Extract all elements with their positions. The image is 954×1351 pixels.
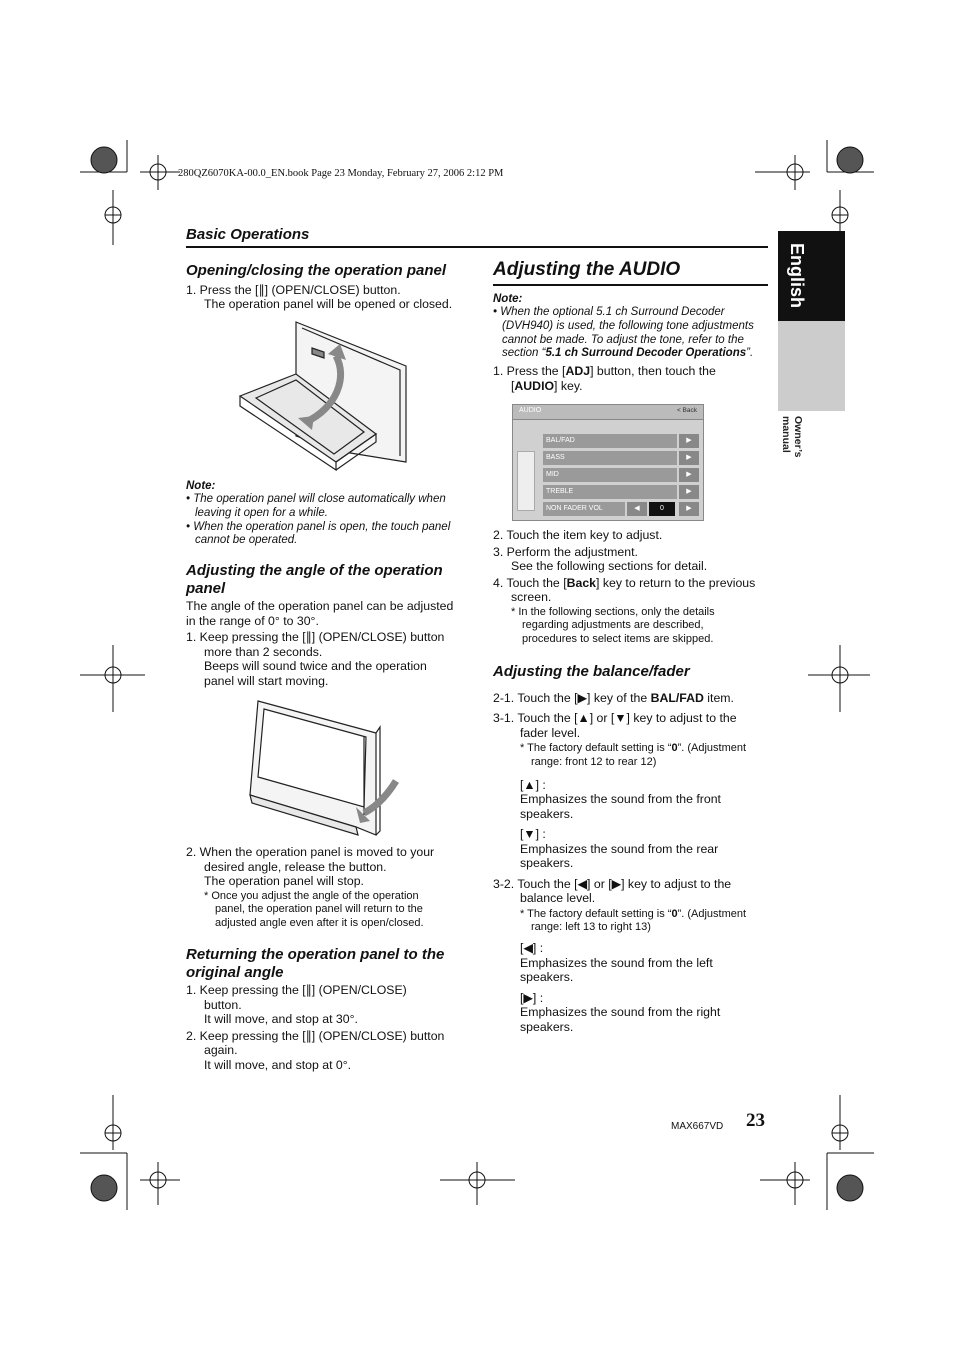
key-description: Emphasizes the sound from the rear <box>520 841 719 856</box>
asterisk-note: adjusted angle even after it is open/closed. <box>215 917 424 930</box>
left-triangle-icon: ◀ <box>577 876 588 891</box>
screen-item-bal-fad: BAL/FAD <box>543 434 677 448</box>
step-detail: button. <box>204 997 242 1012</box>
step-detail: more than 2 seconds. <box>204 644 323 659</box>
heading-return: Returning the operation panel to the <box>186 946 445 963</box>
key-label: Back <box>566 575 597 590</box>
step-text: item. <box>703 690 734 705</box>
screen-back: < Back <box>676 407 697 414</box>
panel-angle-illustration <box>246 697 402 839</box>
step-detail: The operation panel will stop. <box>204 874 364 888</box>
step-text: ] key to adjust to the <box>626 711 737 725</box>
step-detail: It will move, and stop at 0°. <box>204 1057 352 1072</box>
heading-angle: panel <box>186 579 226 597</box>
down-triangle-icon: ▼ <box>523 827 536 842</box>
open-close-icon: ∥ <box>305 983 312 997</box>
screen-value: 0 <box>649 502 675 516</box>
right-arrow-icon: ▶ <box>679 434 699 448</box>
left-note: Note: • The operation panel will close automatically when leaving it open for a while. • When the operation panel is open, the touch panel cannot be operated. <box>186 480 466 548</box>
right-triangle-icon: ▶ <box>611 876 622 891</box>
left-triangle-icon: ◀ <box>523 941 533 956</box>
audio-steps: 2. Touch the item key to adjust. 3. Perform the adjustment. See the following sections for detail. 4. Touch the [Back] key to return to the previous screen. * In the following sections, only the details regarding adjustments are described, procedures to select items are skipped. <box>493 528 773 647</box>
default-note: range: front 12 to rear 12) <box>531 755 657 768</box>
right-arrow-icon: ▶ <box>679 451 699 465</box>
default-note: ”. (Adjustment <box>677 742 747 754</box>
step-text: 2-1. Touch the [ <box>493 690 578 705</box>
heading-balance: Adjusting the balance/fader <box>493 663 690 680</box>
note-line: cannot be made. To adjust the tone, refer to the <box>502 333 744 346</box>
screen-title: AUDIO <box>519 407 542 414</box>
step-text: [ <box>511 378 515 393</box>
down-triangle-icon: ▼ <box>614 711 627 725</box>
step-text: 2. Touch the item key to adjust. <box>493 528 663 542</box>
key-label: ADJ <box>565 364 591 378</box>
heading-angle: Adjusting the angle of the operation <box>186 562 443 579</box>
paragraph: in the range of 0° to 30°. <box>186 613 319 628</box>
default-value: 0 <box>671 742 678 754</box>
page-number: 23 <box>746 1110 765 1131</box>
default-note: The factory default setting is “ <box>527 742 672 754</box>
header-rule <box>186 246 768 248</box>
step-text: 3. Perform the adjustment. <box>493 544 638 559</box>
audio-screen <box>512 404 704 521</box>
step-detail: See the following sections for detail. <box>511 559 708 573</box>
default-note: range: left 13 to right 13) <box>531 921 651 934</box>
step-text: 3-1. Touch the [ <box>493 711 578 725</box>
audio-step1 <box>493 364 773 393</box>
paragraph: The angle of the operation panel can be adjusted <box>186 599 454 613</box>
up-triangle-icon: ▲ <box>523 777 536 792</box>
note-line: 5.1 ch Surround Decoder Operations <box>545 347 747 360</box>
screen-title-bar <box>513 405 703 420</box>
right-triangle-icon: ▶ <box>577 690 588 705</box>
step-text: ] or [ <box>587 876 612 891</box>
step-text: 4. Touch the [ <box>493 575 567 590</box>
key-description: Emphasizes the sound from the front <box>520 792 721 807</box>
asterisk-note: panel, the operation panel will return to the <box>215 903 423 916</box>
right-arrow-icon: ▶ <box>679 485 699 499</box>
key-label: AUDIO <box>514 378 555 393</box>
screen-item-treble: TREBLE <box>543 485 677 499</box>
right-triangle-icon: ▶ <box>523 990 533 1005</box>
step-text: 3-2. Touch the [ <box>493 876 578 891</box>
heading-open-close: Opening/closing the operation panel <box>186 262 447 279</box>
key-description: speakers. <box>520 1019 574 1034</box>
note-line: ”. <box>746 347 754 360</box>
step-detail: desired angle, release the button. <box>204 859 387 874</box>
default-note: ”. (Adjustment <box>677 907 747 920</box>
asterisk-note: In the following sections, only the details <box>518 605 715 618</box>
note-bullet: cannot be operated. <box>195 534 298 547</box>
step-detail: fader level. <box>520 725 581 740</box>
key-description: Emphasizes the sound from the left <box>520 955 713 970</box>
step-detail: It will move, and stop at 30°. <box>204 1012 358 1026</box>
note-line: section “ <box>502 347 546 360</box>
step-detail: panel will start moving. <box>204 673 329 688</box>
note-title: Note: <box>186 480 216 492</box>
note-line: When the optional 5.1 ch Surround Decoder <box>500 306 725 318</box>
screen-item-non-fader-vol: NON FADER VOL <box>543 502 625 516</box>
note-bullet: When the operation panel is open, the touch panel <box>193 520 451 533</box>
default-value: 0 <box>671 907 678 920</box>
step-text: ] (OPEN/CLOSE) button <box>311 1028 445 1043</box>
key-description: Emphasizes the sound from the right <box>520 1005 721 1020</box>
left-column <box>186 262 466 312</box>
note-bullet: The operation panel will close automatically when <box>193 493 446 505</box>
up-triangle-icon: ▲ <box>577 711 590 725</box>
note-line: (DVH940) is used, the following tone adjustments <box>502 319 754 332</box>
side-tab <box>778 231 845 458</box>
asterisk-note: regarding adjustments are described, <box>522 619 704 632</box>
step-text: 2. Keep pressing the [ <box>186 1028 306 1043</box>
step-text: ] key of the <box>587 690 651 705</box>
note-title: Note: <box>493 293 523 305</box>
balance-section: Adjusting the balance/fader 2-1. Touch the [▶] key of the BAL/FAD item. 3-1. Touch the [▲] or [▼] key to adjust to the fader level. * The factory default setting is “0”. (Adjustment range: front 12 to rear 12) [▲] : Emphasizes the sound from the front speakers. [▼] : Emphasizes the sound from the rear speakers. 3-2. Touch the [◀] or [▶] key to adjust to the balance level. * The factory default setting is “0”. (Adjustment range: left 13 to right 13) [◀] : Emphasizes the sound from the left speakers. [▶] : Emphasizes the sound from the right speakers. <box>493 663 773 1034</box>
step-text: ] key. <box>554 378 583 393</box>
angle-steps: 2. When the operation panel is moved to your desired angle, release the button. The operation panel will stop. * Once you adjust the angle of the operation panel, the operation panel will return to the adjusted angle even after it is open/closed. <box>186 845 471 931</box>
key-description: speakers. <box>520 856 574 871</box>
open-close-icon: ∥ <box>305 630 312 644</box>
step-text: 1. Press the [ <box>493 364 566 378</box>
asterisk-note: procedures to select items are skipped. <box>522 633 714 646</box>
step-text: 1. Press the [ <box>186 282 259 297</box>
step-detail: screen. <box>511 590 552 604</box>
screen-item-mid: MID <box>543 468 677 482</box>
step-text: 1. Keep pressing the [ <box>186 983 306 997</box>
angle-section <box>186 562 471 688</box>
screen-item-bass: BASS <box>543 451 677 465</box>
step-text: ] button, then touch the <box>590 364 716 378</box>
default-note: The factory default setting is “ <box>527 907 672 920</box>
key-description: speakers. <box>520 806 574 821</box>
right-arrow-icon: ▶ <box>679 502 699 516</box>
tab-manual: Owner’s manual <box>780 416 804 458</box>
step-detail: Beeps will sound twice and the operation <box>204 659 427 673</box>
open-close-icon: ∥ <box>258 282 265 297</box>
step-detail: The operation panel will be opened or closed. <box>204 297 453 311</box>
scroll-bar <box>517 451 535 511</box>
step-text: ] key to return to the previous <box>596 575 756 590</box>
asterisk-note: Once you adjust the angle of the operation <box>211 889 419 902</box>
print-header: 280QZ6070KA-00.0_EN.book Page 23 Monday, February 27, 2006 2:12 PM <box>178 168 504 179</box>
heading-return: original angle <box>186 963 284 981</box>
model-number: MAX667VD <box>671 1121 724 1132</box>
page-title: Adjusting the AUDIO <box>493 259 681 280</box>
panel-open-illustration <box>236 318 412 470</box>
step-text: 1. Keep pressing the [ <box>186 630 306 644</box>
step-text: ] (OPEN/CLOSE) button <box>311 630 445 644</box>
right-note: Note: • When the optional 5.1 ch Surround Decoder (DVH940) is used, the following tone adjustments cannot be made. To adjust the tone, refer to the section “5.1 ch Surround Decoder Operations”. <box>493 293 773 361</box>
step-detail: balance level. <box>520 891 596 906</box>
note-bullet: leaving it open for a while. <box>195 506 328 519</box>
right-arrow-icon: ▶ <box>679 468 699 482</box>
step-detail: again. <box>204 1043 238 1057</box>
step-text: ] or [ <box>589 711 615 725</box>
tab-language: English <box>787 243 807 309</box>
step-text: ] key to adjust to the <box>621 876 732 891</box>
section-header: Basic Operations <box>186 226 310 243</box>
step-text: ] (OPEN/CLOSE) <box>311 983 407 997</box>
step-text: 2. When the operation panel is moved to your <box>186 845 435 859</box>
title-rule <box>493 284 768 286</box>
step-text: ] (OPEN/CLOSE) button. <box>264 282 401 297</box>
open-close-icon: ∥ <box>305 1028 312 1043</box>
key-description: speakers. <box>520 970 574 985</box>
key-label: BAL/FAD <box>650 690 704 705</box>
return-section <box>186 946 471 1072</box>
left-arrow-icon: ◀ <box>627 502 647 516</box>
